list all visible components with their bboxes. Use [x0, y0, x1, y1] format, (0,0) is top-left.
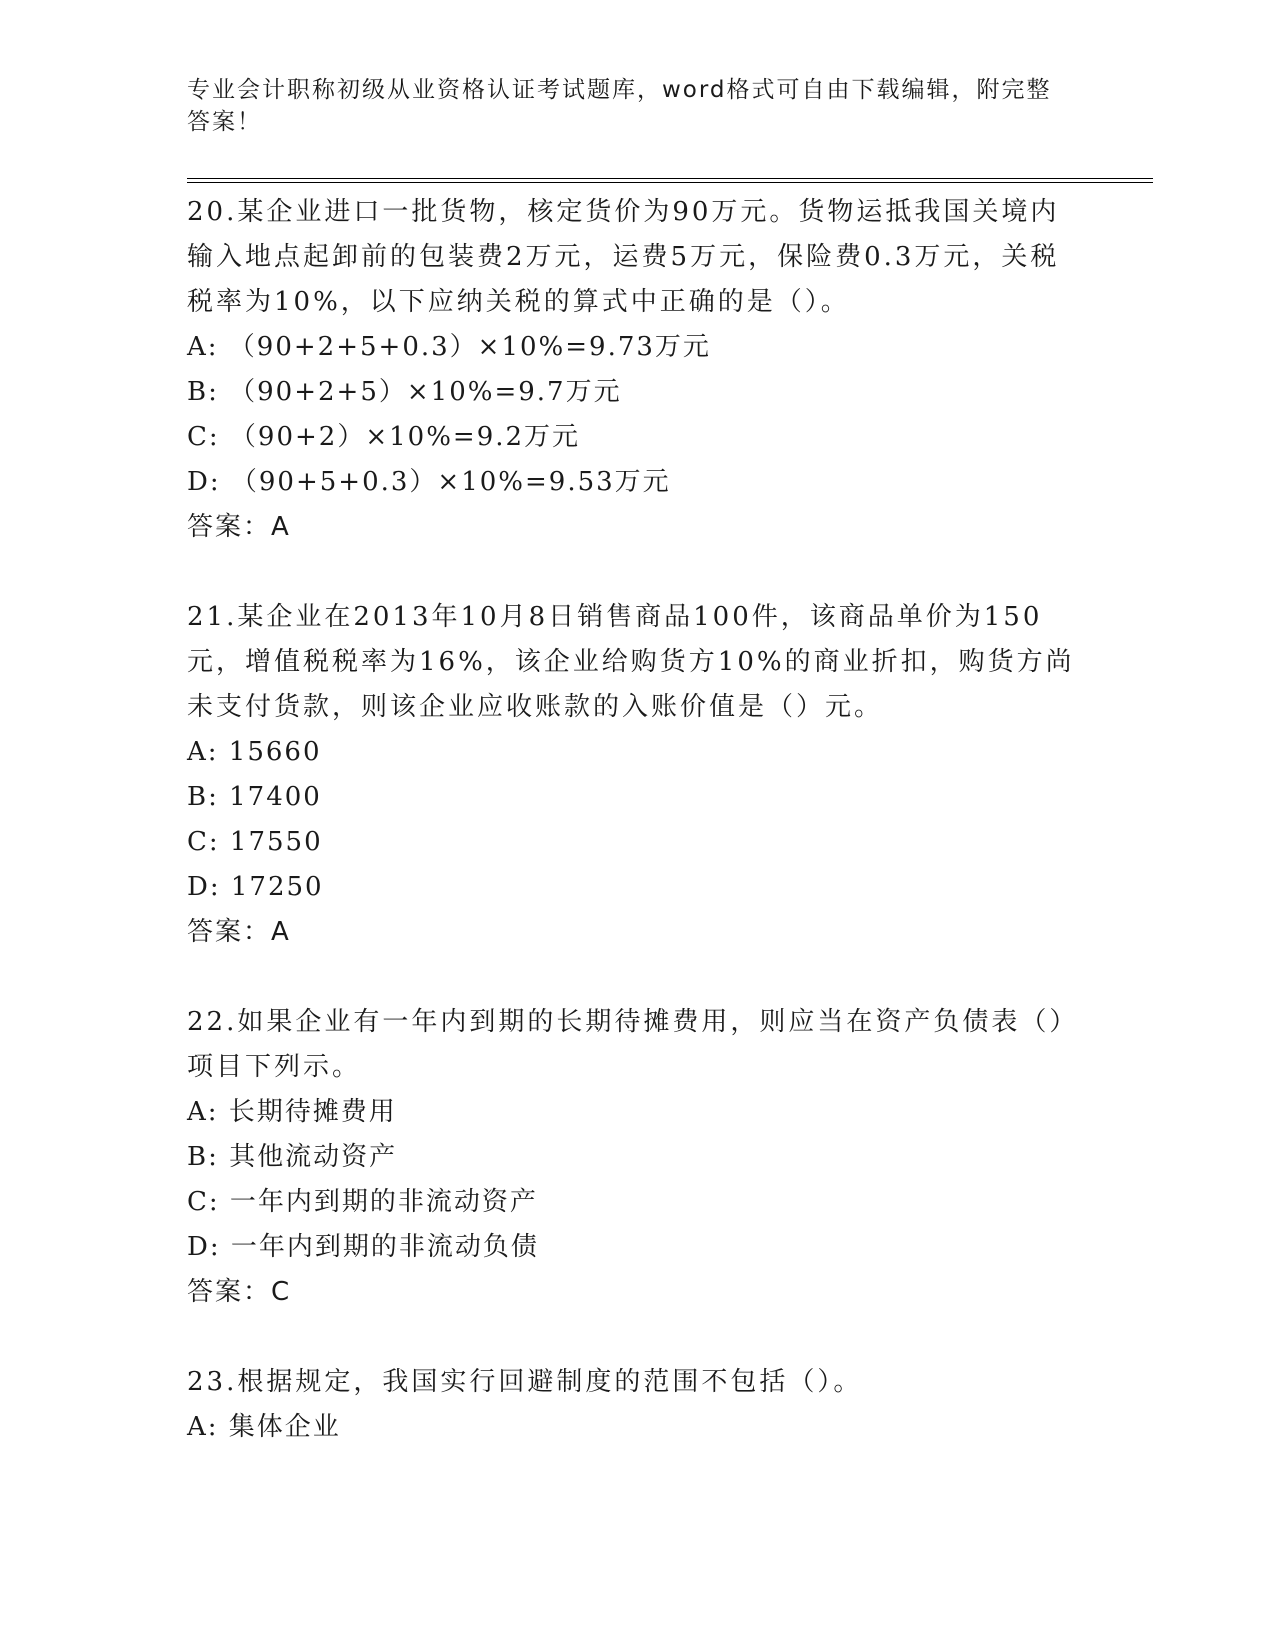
option-d: D: （90+5+0.3）×10%=9.53万元: [187, 467, 671, 497]
answer: 答案：A: [187, 512, 291, 542]
question-list: [187, 190, 1087, 1450]
question-22: [187, 1000, 1087, 1315]
spacer: [187, 955, 1087, 1000]
question-text: 21.某企业在2013年10月8日销售商品100件，该商品单价为150元，增值税税率为16%，该企业给购货方10%的商业折扣，购货方尚未支付货款，则该企业应收账款的入账价值是（）元。: [187, 602, 1075, 722]
header-rule: [187, 178, 1153, 183]
option-d: D: 一年内到期的非流动负债: [187, 1232, 539, 1262]
question-21: [187, 595, 1087, 955]
question-text: 22.如果企业有一年内到期的长期待摊费用，则应当在资产负债表（）项目下列示。: [187, 1007, 1079, 1082]
answer: 答案：A: [187, 917, 291, 947]
spacer: [187, 1315, 1087, 1360]
option-a: A: 长期待摊费用: [187, 1097, 397, 1127]
option-b: B: 其他流动资产: [187, 1142, 398, 1172]
option-a: A: 15660: [187, 737, 322, 767]
spacer: [187, 550, 1087, 595]
question-20: [187, 190, 1087, 550]
option-d: D: 17250: [187, 872, 324, 902]
answer: 答案：C: [187, 1277, 292, 1307]
question-23: [187, 1360, 1087, 1450]
question-text: 20.某企业进口一批货物，核定货价为90万元。货物运抵我国关境内输入地点起卸前的包装费2万元，运费5万元，保险费0.3万元，关税税率为10%，以下应纳关税的算式中正确的是（）。: [187, 197, 1060, 317]
option-c: C: 17550: [187, 827, 323, 857]
option-a: A: （90+2+5+0.3）×10%=9.73万元: [187, 332, 711, 362]
option-b: B: 17400: [187, 782, 322, 812]
option-a: A: 集体企业: [187, 1412, 341, 1442]
page-header: 专业会计职称初级从业资格认证考试题库，word格式可自由下载编辑，附完整答案！: [187, 77, 1052, 135]
option-b: B: （90+2+5）×10%=9.7万元: [187, 377, 622, 407]
option-c: C: 一年内到期的非流动资产: [187, 1187, 538, 1217]
question-text: 23.根据规定，我国实行回避制度的范围不包括（）。: [187, 1367, 863, 1397]
option-c: C: （90+2）×10%=9.2万元: [187, 422, 581, 452]
